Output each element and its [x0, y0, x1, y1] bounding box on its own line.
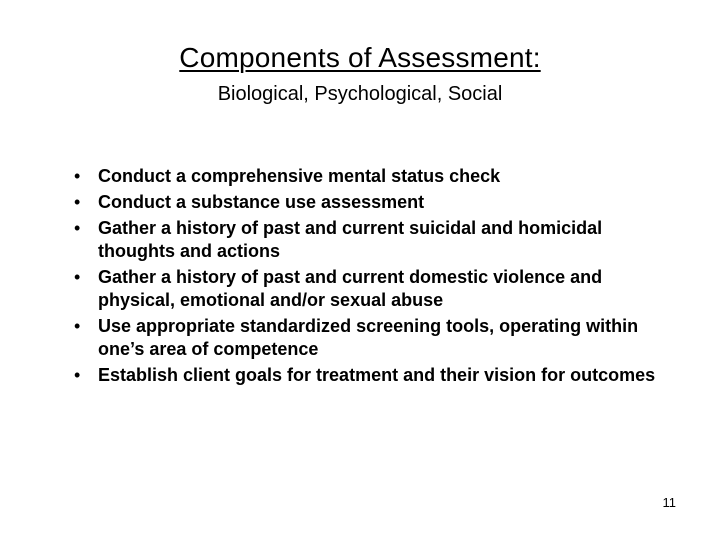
bullet-icon: • — [74, 365, 81, 385]
bullet-item — [74, 165, 674, 188]
bullet-text: Use appropriate standardized screening tools, operating within one’s area of competence — [98, 316, 639, 359]
slide-subtitle: Biological, Psychological, Social — [217, 83, 503, 105]
slide-title: Components of Assessment: — [179, 42, 541, 73]
bullet-icon: • — [74, 166, 81, 186]
bullet-icon: • — [74, 267, 81, 287]
bullet-item — [74, 315, 674, 361]
bullet-list — [74, 165, 674, 390]
bullet-item — [74, 266, 674, 312]
bullet-text: Gather a history of past and current suicidal and homicidal thoughts and actions — [98, 218, 603, 261]
bullet-item — [74, 364, 674, 387]
bullet-item — [74, 217, 674, 263]
bullet-text: Gather a history of past and current domestic violence and physical, emotional and/or sexual abuse — [98, 267, 603, 310]
bullet-text: Conduct a substance use assessment — [98, 192, 425, 212]
bullet-icon: • — [74, 192, 81, 212]
bullet-text: Establish client goals for treatment and their vision for outcomes — [98, 365, 656, 385]
bullet-text: Conduct a comprehensive mental status check — [98, 166, 501, 186]
bullet-item — [74, 191, 674, 214]
bullet-icon: • — [74, 218, 81, 238]
bullet-icon: • — [74, 316, 81, 336]
page-number: 11 — [662, 495, 676, 510]
